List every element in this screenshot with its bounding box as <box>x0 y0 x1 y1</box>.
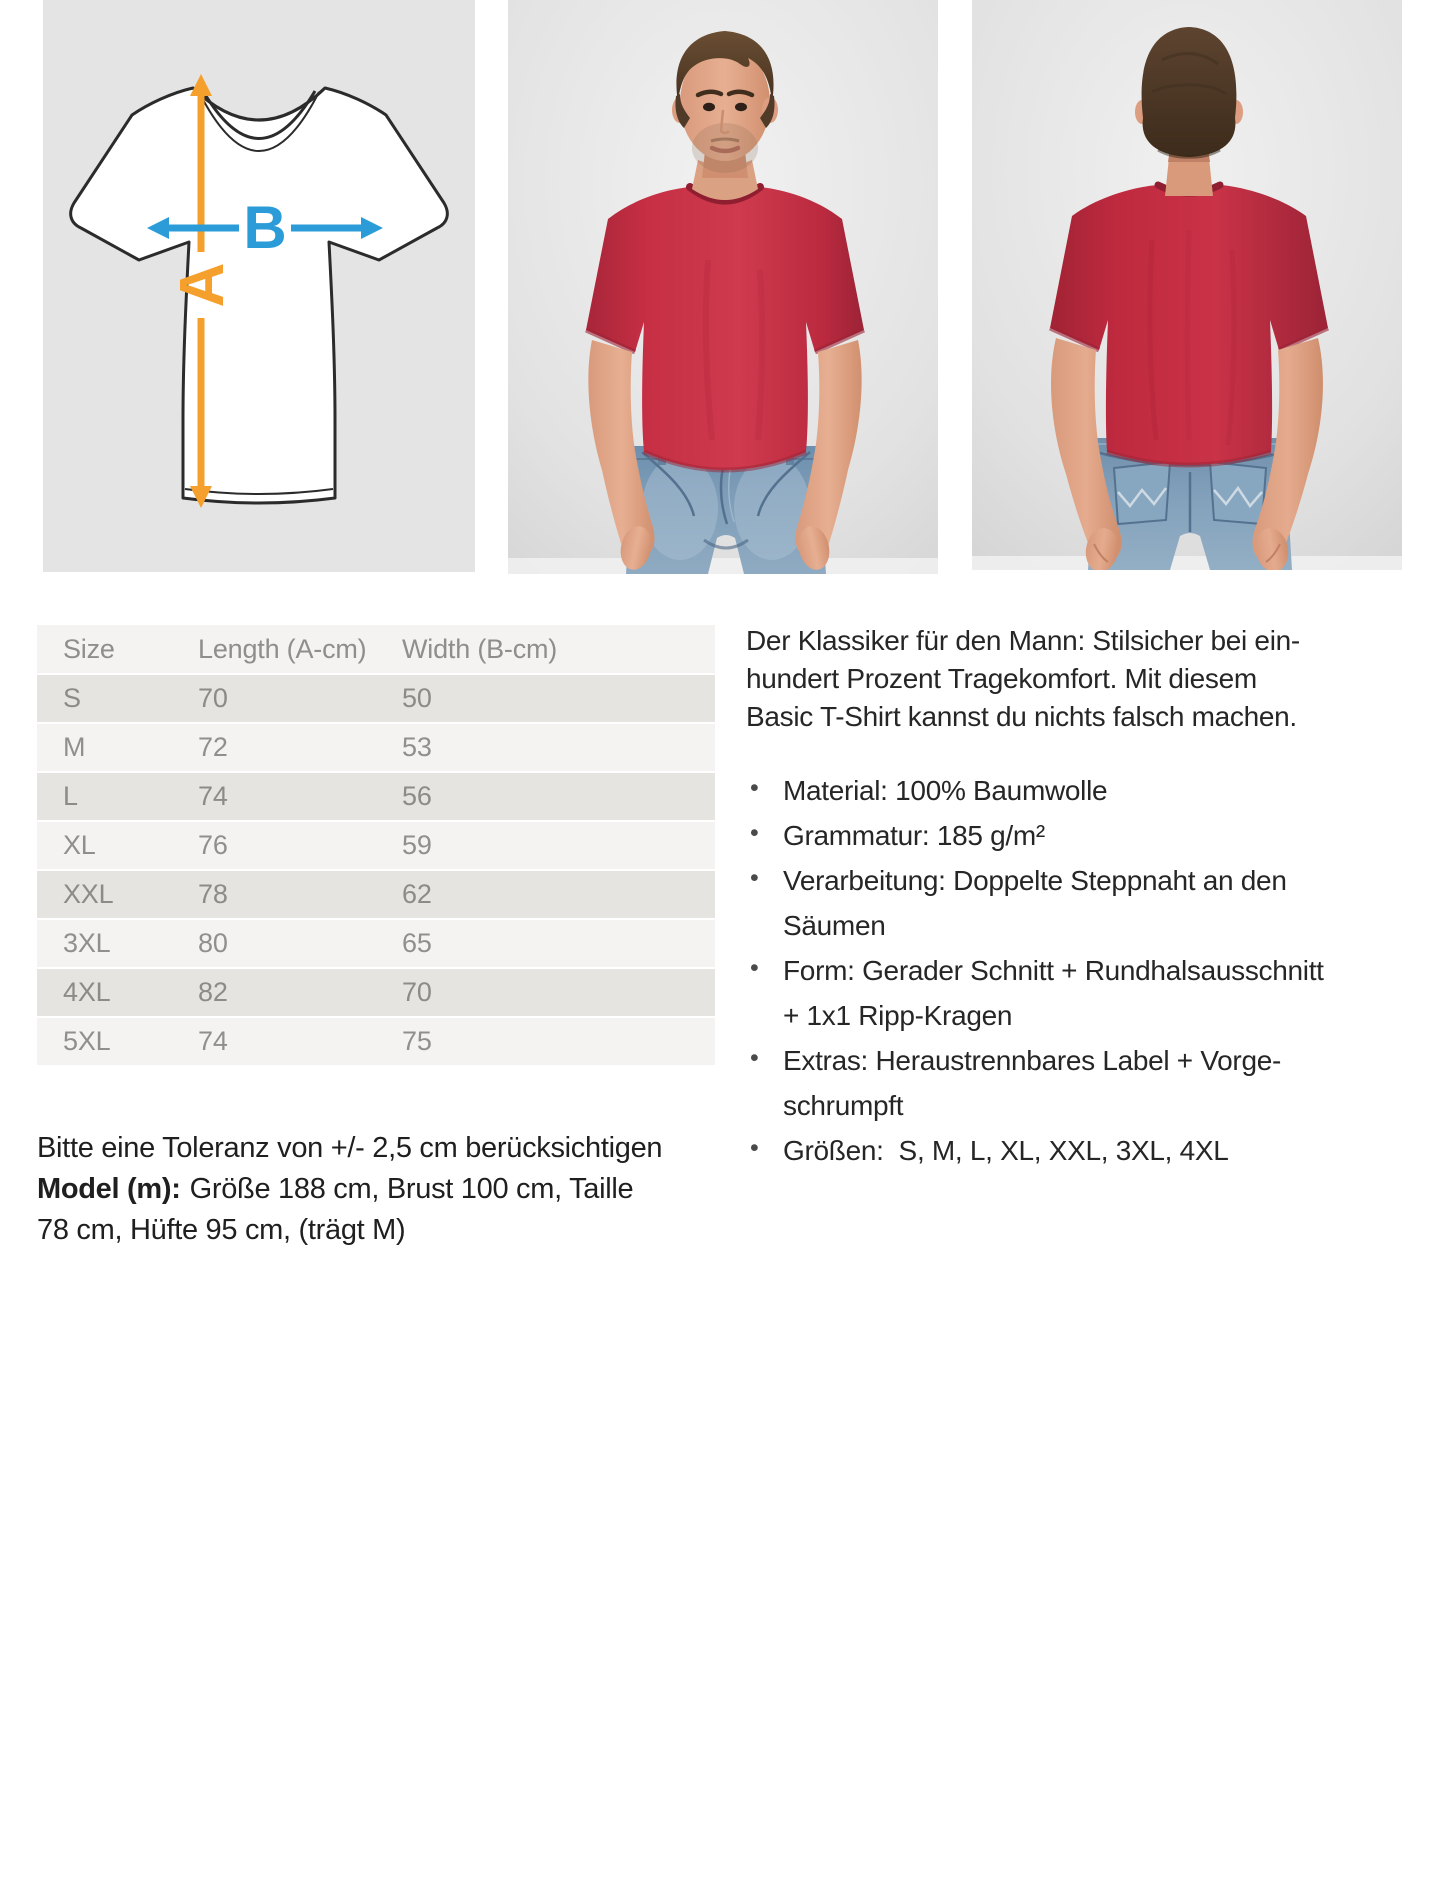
model-info-line1 <box>37 1169 749 1210</box>
model-back-illustration <box>972 0 1402 570</box>
column-header-size: Size <box>63 633 115 664</box>
cell-length: 74 <box>198 1026 228 1056</box>
cell-width: 59 <box>402 830 432 860</box>
cell-length: 76 <box>198 830 228 860</box>
table-row-m <box>37 724 715 773</box>
size-table-header <box>37 625 715 675</box>
cell-size: L <box>63 781 78 811</box>
column-header-length: Length (A-cm) <box>198 633 367 664</box>
cell-size: XXL <box>63 879 114 909</box>
cell-size: 4XL <box>63 977 111 1007</box>
model-back-photo <box>972 0 1402 570</box>
label-a: A <box>168 262 237 308</box>
feature-grammatur: • Grammatur: 185 g/m² <box>746 813 1422 858</box>
cell-width: 50 <box>402 683 432 713</box>
size-table <box>37 625 715 1067</box>
tshirt-measure-diagram <box>43 0 475 572</box>
column-header-width: Width (B-cm) <box>402 633 558 664</box>
model-info-line2: 78 cm, Hüfte 95 cm, (trägt M) <box>37 1214 406 1246</box>
feature-list <box>746 768 1422 1173</box>
model-front-illustration <box>508 0 938 574</box>
cell-width: 65 <box>402 928 432 958</box>
intro-line: hundert Prozent Tragekomfort. Mit diesem <box>746 663 1257 694</box>
label-b: B <box>243 194 287 261</box>
intro-line: Basic T-Shirt kannst du nichts falsch machen. <box>746 701 1297 732</box>
cell-width: 62 <box>402 879 432 909</box>
cell-length: 72 <box>198 732 228 762</box>
cell-width: 70 <box>402 977 432 1007</box>
table-row-3xl <box>37 920 715 969</box>
table-row-5xl <box>37 1018 715 1067</box>
cell-size: XL <box>63 830 96 860</box>
table-row-xxl <box>37 871 715 920</box>
size-diagram-image <box>43 0 475 572</box>
intro-line: Der Klassiker für den Mann: Stilsicher bei ein- <box>746 625 1300 656</box>
model-front-photo <box>508 0 938 574</box>
eyes <box>703 103 715 111</box>
cell-width: 56 <box>402 781 432 811</box>
feature-form: • Form: Gerader Schnitt + Rundhalsausschnitt + 1x1 Ripp-Kragen <box>746 948 1422 1038</box>
back-pocket-left <box>1114 462 1170 524</box>
cell-size: 5XL <box>63 1026 111 1056</box>
product-description <box>746 622 1422 1173</box>
feature-extras: • Extras: Heraustrennbares Label + Vorge- schrumpft <box>746 1038 1422 1128</box>
cell-size: M <box>63 732 86 762</box>
table-row-s <box>37 675 715 724</box>
feature-verarbeitung: • Verarbeitung: Doppelte Steppnaht an den Säumen <box>746 858 1422 948</box>
cell-size: 3XL <box>63 928 111 958</box>
back-pocket-right <box>1210 462 1266 524</box>
notes-block <box>37 1128 749 1251</box>
cell-length: 74 <box>198 781 228 811</box>
tolerance-note: Bitte eine Toleranz von +/- 2,5 cm berücksichtigen <box>37 1132 663 1164</box>
table-row-l <box>37 773 715 822</box>
table-row-xl <box>37 822 715 871</box>
table-row-4xl <box>37 969 715 1018</box>
cell-length: 82 <box>198 977 228 1007</box>
beard-stubble <box>692 123 758 173</box>
cell-length: 70 <box>198 683 228 713</box>
feature-groessen: • Größen: S, M, L, XL, XXL, 3XL, 4XL <box>746 1128 1422 1173</box>
cell-width: 53 <box>402 732 432 762</box>
cell-size: S <box>63 683 81 713</box>
cell-width: 75 <box>402 1026 432 1056</box>
cell-length: 80 <box>198 928 228 958</box>
model-info-text: Größe 188 cm, Brust 100 cm, Taille <box>189 1173 634 1205</box>
model-label: Model (m): <box>37 1173 181 1205</box>
description-intro <box>746 622 1422 736</box>
feature-material: • Material: 100% Baumwolle <box>746 768 1422 813</box>
cell-length: 78 <box>198 879 228 909</box>
